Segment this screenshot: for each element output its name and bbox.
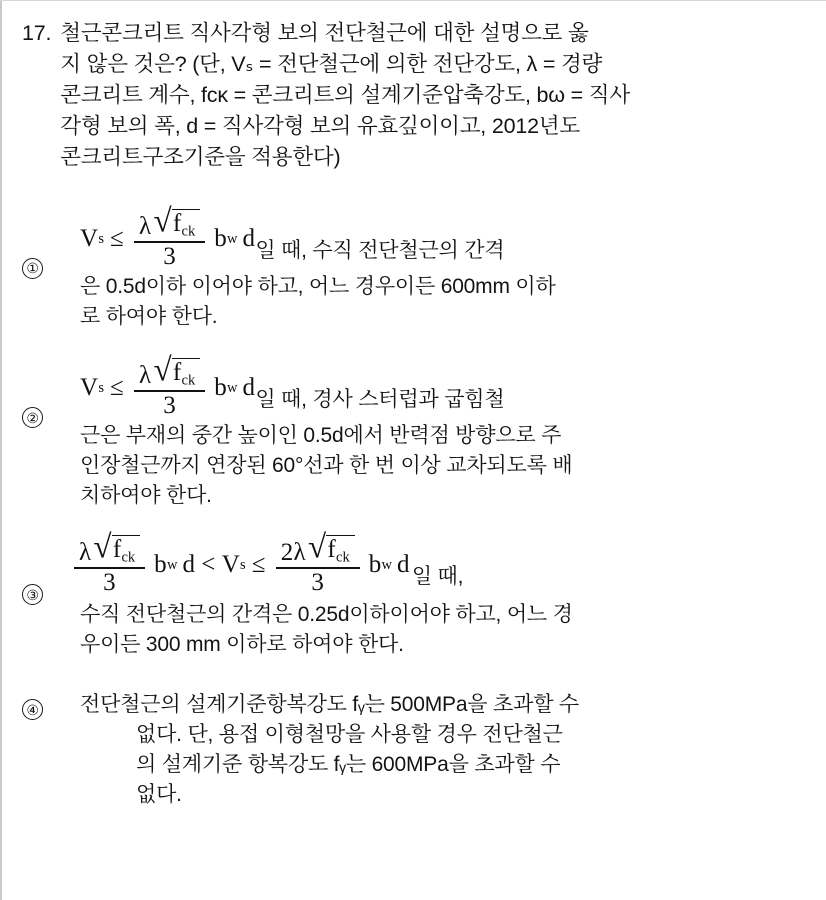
radicand	[326, 535, 354, 566]
formula-subscript-s: s	[98, 379, 105, 396]
formula-subscript-w: w	[381, 556, 393, 573]
formula-coefficient: 2	[280, 538, 294, 566]
option-2-after-formula: 일 때, 경사 스터럽과 굽힘철	[255, 388, 505, 412]
formula-subscript-s: s	[98, 230, 105, 247]
radical-sqrt-icon	[307, 529, 355, 566]
option-4-text-line: 의 설계기준 항복강도 fᵧ는 600MPa을 초과할 수	[136, 753, 561, 777]
formula-relation: ≤	[110, 373, 125, 401]
option-2-text	[80, 421, 806, 511]
formula-variable-V: V	[80, 373, 99, 401]
radicand-base: f	[327, 536, 337, 564]
question-stem-line: 콘크리트 계수, fᴄᴋ = 콘크리트의 설계기준압축강도, bω = 직사	[60, 83, 630, 107]
fraction-denominator: 3	[163, 391, 177, 419]
fraction-numerator	[74, 529, 145, 567]
formula-relation-lt: <	[201, 550, 216, 578]
option-3-after-formula: 일 때,	[411, 565, 464, 589]
formula-relation-le: ≤	[251, 550, 266, 578]
formula-variable-d: d	[242, 224, 256, 252]
option-2-formula	[80, 352, 256, 419]
question-stem	[22, 18, 806, 173]
formula-subscript-s: s	[240, 556, 246, 573]
option-3-text	[80, 600, 806, 660]
radical-sign: √	[93, 529, 112, 566]
formula-variable-V: V	[80, 224, 99, 252]
option-4-text	[80, 690, 806, 810]
option-1-text	[80, 272, 806, 332]
option-3-marker: ③	[22, 584, 43, 605]
option-4[interactable]	[22, 690, 806, 810]
option-1-marker-wrap	[22, 253, 43, 283]
fraction-numerator	[134, 203, 205, 241]
option-2-text-line: 인장철근까지 연장된 60°선과 한 번 이상 교차되도록 배	[80, 454, 573, 478]
formula-subscript-w: w	[166, 556, 178, 573]
formula-variable-b: b	[154, 550, 167, 578]
question-stem-line: 철근콘크리트 직사각형 보의 전단철근에 대한 설명으로 옳	[60, 21, 589, 45]
formula-fraction	[134, 203, 205, 270]
option-1[interactable]	[22, 203, 806, 332]
radical-sqrt-icon	[93, 529, 140, 566]
option-2[interactable]	[22, 352, 806, 511]
fraction-denominator: 3	[163, 242, 177, 270]
option-4-text-line: 없다.	[136, 783, 182, 807]
question-stem-line: 콘크리트구조기준을 적용한다)	[60, 145, 341, 169]
option-2-marker-wrap	[22, 402, 43, 432]
formula-lambda: λ	[79, 538, 92, 566]
radicand-subscript: ck	[121, 549, 136, 566]
formula-variable-b: b	[214, 224, 228, 252]
radical-sqrt-icon	[153, 203, 200, 240]
option-2-text-line: 치하여야 한다.	[80, 484, 212, 508]
formula-lambda: λ	[139, 361, 152, 389]
fraction-numerator	[134, 352, 205, 390]
option-3-text-line: 우이든 300 mm 이하로 하여야 한다.	[80, 633, 404, 657]
radicand-subscript: ck	[181, 372, 196, 389]
option-2-marker: ②	[22, 407, 43, 428]
formula-fraction-left	[74, 529, 145, 597]
fraction-denominator: 3	[103, 569, 116, 597]
formula-variable-d: d	[182, 550, 196, 578]
radicand-base: f	[172, 210, 182, 237]
option-1-formula	[80, 203, 256, 270]
radicand-base: f	[112, 536, 122, 564]
radicand-subscript: ck	[181, 223, 196, 240]
radicand	[172, 358, 200, 389]
radical-sign: √	[153, 352, 172, 389]
formula-lambda: λ	[139, 212, 152, 240]
formula-variable-d: d	[242, 373, 256, 401]
option-1-after-formula: 일 때, 수직 전단철근의 간격	[255, 239, 505, 263]
option-3-marker-wrap	[22, 579, 43, 609]
option-1-marker: ①	[22, 258, 43, 279]
formula-subscript-w: w	[227, 379, 238, 396]
question-stem-body	[60, 18, 732, 173]
option-3[interactable]	[22, 529, 806, 660]
radical-sign: √	[153, 203, 172, 240]
question-stem-line: 각형 보의 폭, d = 직사각형 보의 유효깊이이고, 2012년도	[60, 114, 580, 138]
option-4-text-line: 전단철근의 설계기준항복강도 fᵧ는 500MPa을 초과할 수	[80, 693, 580, 717]
radical-sign: √	[307, 529, 327, 566]
formula-variable-b: b	[214, 373, 228, 401]
question-stem-line: 지 않은 것은? (단, Vₛ = 전단철근에 의한 전단강도, λ = 경량	[60, 52, 603, 76]
formula-variable-d: d	[397, 550, 410, 578]
radicand	[172, 209, 200, 240]
formula-fraction	[134, 352, 205, 419]
option-2-text-line: 근은 부재의 중간 높이인 0.5d에서 반력점 방향으로 주	[80, 424, 562, 448]
radicand-subscript: ck	[336, 549, 350, 566]
question-number: 17.	[22, 21, 52, 45]
option-4-marker-wrap	[22, 694, 43, 724]
option-4-marker: ④	[22, 699, 43, 720]
option-3-formula	[70, 529, 410, 597]
option-1-text-line: 로 하여야 한다.	[80, 305, 218, 329]
radicand	[112, 535, 140, 566]
option-1-text-line: 은 0.5d이하 이어야 하고, 어느 경우이든 600mm 이하	[80, 275, 556, 299]
formula-relation: ≤	[110, 224, 125, 252]
radical-sqrt-icon	[153, 352, 200, 389]
formula-variable-b: b	[368, 550, 382, 578]
radicand-base: f	[172, 359, 182, 387]
option-3-text-line: 수직 전단철근의 간격은 0.25d이하이어야 하고, 어느 경	[80, 603, 573, 627]
option-2-formula-row	[80, 352, 806, 419]
formula-subscript-w: w	[227, 230, 238, 247]
option-1-formula-row	[80, 203, 806, 270]
option-4-text-line: 없다. 단, 용접 이형철망을 사용할 경우 전단철근	[136, 723, 563, 747]
formula-fraction-right	[276, 529, 360, 597]
formula-variable-V: V	[221, 550, 241, 578]
formula-lambda: λ	[293, 538, 306, 566]
fraction-denominator: 3	[311, 569, 325, 597]
fraction-numerator	[276, 529, 360, 567]
option-3-formula-row	[70, 529, 806, 597]
